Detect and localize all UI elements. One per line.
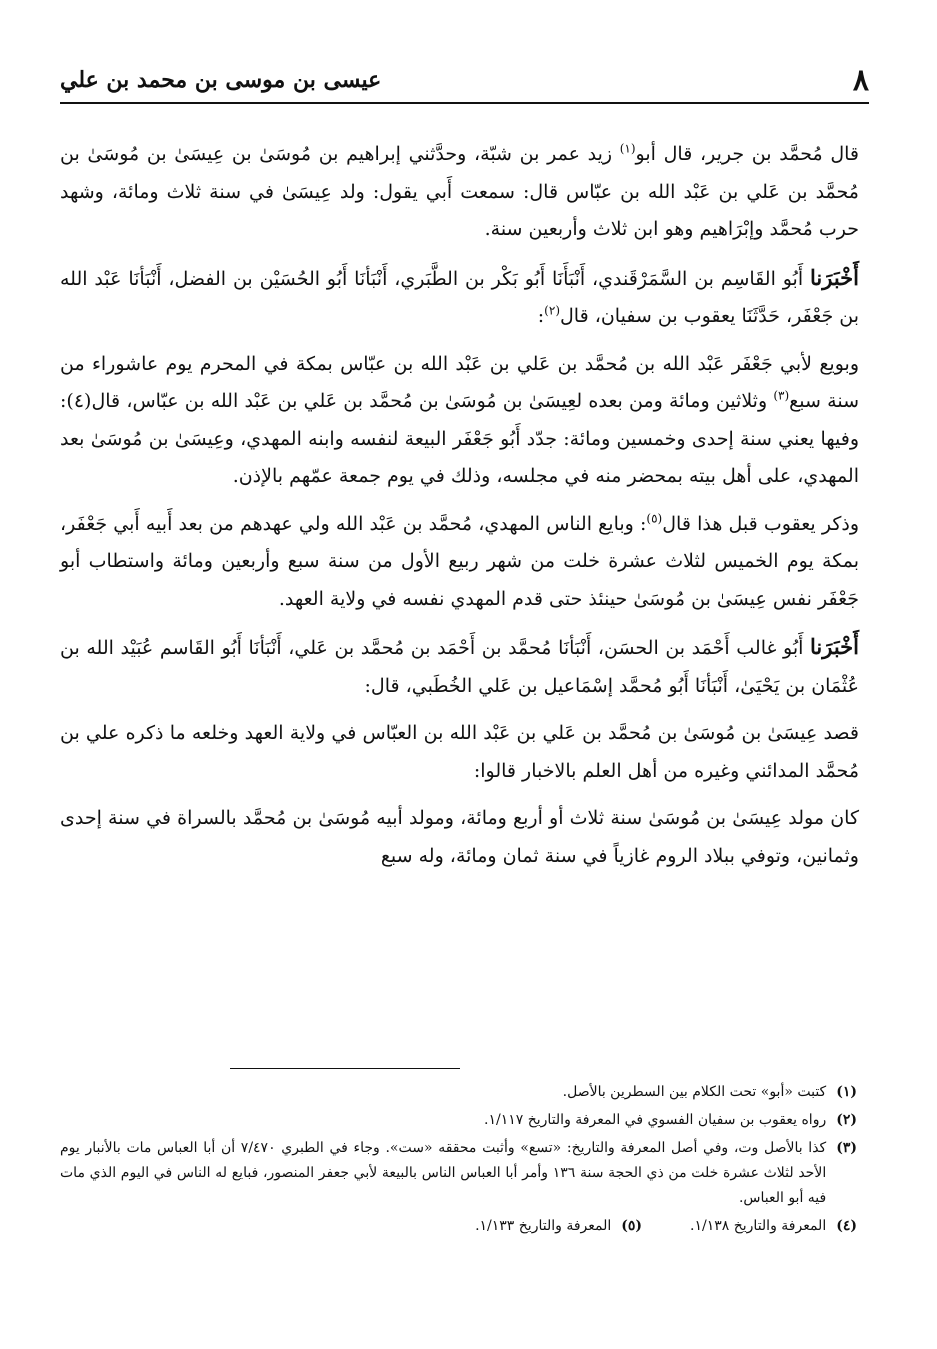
paragraph-text: أَبُو غالب أَحْمَد بن الحسَن، أَنْبَأنَا مُحمَّد بن أَحْمَد بن مُحمَّد بن عَلي، أَنْبَأنَا أَبُو القَاسم عُبَيْد الله بن عُثْمَان بن يَحْيَىٰ، أَنْبَأنَا أَبُو مُحمَّد إسْمَاعيل بن عَلي الخُطَبي، قال: xyxy=(60,637,859,697)
running-title: عيسى بن موسى بن محمد بن علي xyxy=(60,67,382,93)
paragraph-text: كان مولد عِيسَىٰ بن مُوسَىٰ سنة ثلاث أو أربع ومائة، ومولد أبيه مُوسَىٰ بن مُحمَّد بالسراة في سنة إحدى وثمانين، وتوفي ببلاد الروم غازياً في سنة ثمان ومائة، وله سبع xyxy=(60,807,859,867)
paragraph xyxy=(60,800,859,875)
isnad-lead: أَخْبَرَنا xyxy=(810,264,859,290)
footnote-row xyxy=(60,1214,857,1242)
footnote xyxy=(690,1214,857,1239)
footnote-text: كتبت «أبو» تحت الكلام بين السطرين بالأصل. xyxy=(562,1084,827,1100)
footnotes xyxy=(60,1080,857,1242)
footnote xyxy=(475,1214,642,1239)
main-text xyxy=(60,136,859,885)
footnote-number: (٢) xyxy=(836,1112,857,1128)
page-number: ٨ xyxy=(852,62,869,98)
footnote-number: (٤) xyxy=(836,1218,857,1234)
paragraph xyxy=(60,136,859,249)
footnote-text: المعرفة والتاريخ ١/١٣٨. xyxy=(690,1218,827,1234)
paragraph-text: : وبايع الناس المهدي، مُحمَّد بن عَبْد الله ولي عهدهم من بعد أَبيه أَبي جَعْفَر، بمكة يوم الخميس لثلاث عشرة خلت من شهر ربيع الأول من سنة سبع وأربعين ومائة واستطاب أبو جَعْفَر نفس عِيسَىٰ بن مُوسَىٰ حينئذ حتى قدم المهدي نفسه في ولاية العهد. xyxy=(60,512,859,610)
paragraph-text: قال مُحمَّد بن جرير، قال أبو xyxy=(635,143,859,165)
paragraph-text: وثلاثين ومائة ومن بعده لعِيسَىٰ بن مُوسَىٰ بن مُحمَّد بن عَلي بن عَبْد الله بن عبّاس، قال(٤): وفيها يعني سنة إحدى وخمسين ومائة: جدّد أَبُو جَعْفَر البيعة لنفسه وابنه المهدي، وعِيسَىٰ بن مُوسَىٰ بعد المهدي، على أهل بيته بمحضر منه في مجلسه، وذلك في يوم جمعة عمّهم بالإذن. xyxy=(60,390,859,487)
footnote-text: المعرفة والتاريخ ١/١٣٣. xyxy=(475,1218,612,1234)
paragraph xyxy=(60,346,859,496)
paragraph xyxy=(60,715,859,790)
footnote xyxy=(60,1108,857,1133)
paragraph-text: : xyxy=(537,305,545,327)
footnote xyxy=(60,1080,857,1105)
paragraph xyxy=(60,506,859,619)
page-header xyxy=(60,58,869,104)
paragraph xyxy=(60,259,859,336)
footnote-divider xyxy=(230,1068,460,1069)
footnote xyxy=(60,1136,857,1211)
footnote-ref: (٥) xyxy=(646,511,663,526)
footnote-number: (٥) xyxy=(621,1218,643,1234)
footnote-number: (٣) xyxy=(836,1140,857,1156)
footnote-number: (١) xyxy=(836,1084,857,1100)
paragraph xyxy=(60,628,859,705)
paragraph-text: وذكر يعقوب قبل هذا قال xyxy=(662,512,860,535)
footnote-ref: (١) xyxy=(619,141,636,156)
paragraph-text: وبويع لأبي جَعْفَر عَبْد الله بن مُحمَّد بن عَلي بن عَبْد الله بن عبّاس بمكة في المحرم يوم عاشوراء من سنة سبع xyxy=(60,352,859,412)
paragraph-text: زيد عمر بن شبّة، وحدَّثني إبراهيم بن مُوسَىٰ بن عِيسَىٰ بن مُوسَىٰ بن مُحمَّد بن عَلي بن عَبْد الله بن عبّاس قال: سمعت أَبي يقول: ولد عِيسَىٰ في سنة ثلاث ومائة، وشهد حرب مُحمَّد وإبْرَاهيم وهو ابن ثلاث وأربعين سنة. xyxy=(60,143,859,240)
isnad-lead: أَخْبَرَنا xyxy=(810,634,859,659)
footnote-ref: (٢) xyxy=(544,303,560,318)
paragraph-text: أَبُو القَاسِم بن السَّمَرْقَندي، أَنْبَأَنَا أَبُو بَكْر بن الطَّبَري، أَنْبَأنَا أَبُو الحُسَيْن بن الفضل، أَنْبَأنَا عَبْد الله بن جَعْفَر، حَدَّثَنَا يعقوب بن سفيان، قال xyxy=(60,267,859,327)
footnote-text: كذا بالأصل وت، وفي أصل المعرفة والتاريخ: «تسع» وأثبت محققه «ست». وجاء في الطبري ٧/٤٧٠ أن أبا العباس مات بالأنبار يوم الأحد لثلاث عشرة خلت من ذي الحجة سنة ١٣٦ وأمر أبا العباس الناس بالبيعة لأبي جعفر المنصور، فبايع له الناس في اليوم الذي مات فيه أبو العباس. xyxy=(60,1140,827,1206)
footnote-ref: (٣) xyxy=(773,388,790,403)
paragraph-text: قصد عِيسَىٰ بن مُوسَىٰ بن مُحمَّد بن عَلي بن عَبْد الله بن العبّاس في ولاية العهد وخلعه ما ذكره علي بن مُحمَّد المدائني وغيره من أهل العلم بالاخبار قالوا: xyxy=(60,722,859,782)
footnote-text: رواه يعقوب بن سفيان الفسوي في المعرفة والتاريخ ١/١١٧. xyxy=(484,1112,827,1128)
